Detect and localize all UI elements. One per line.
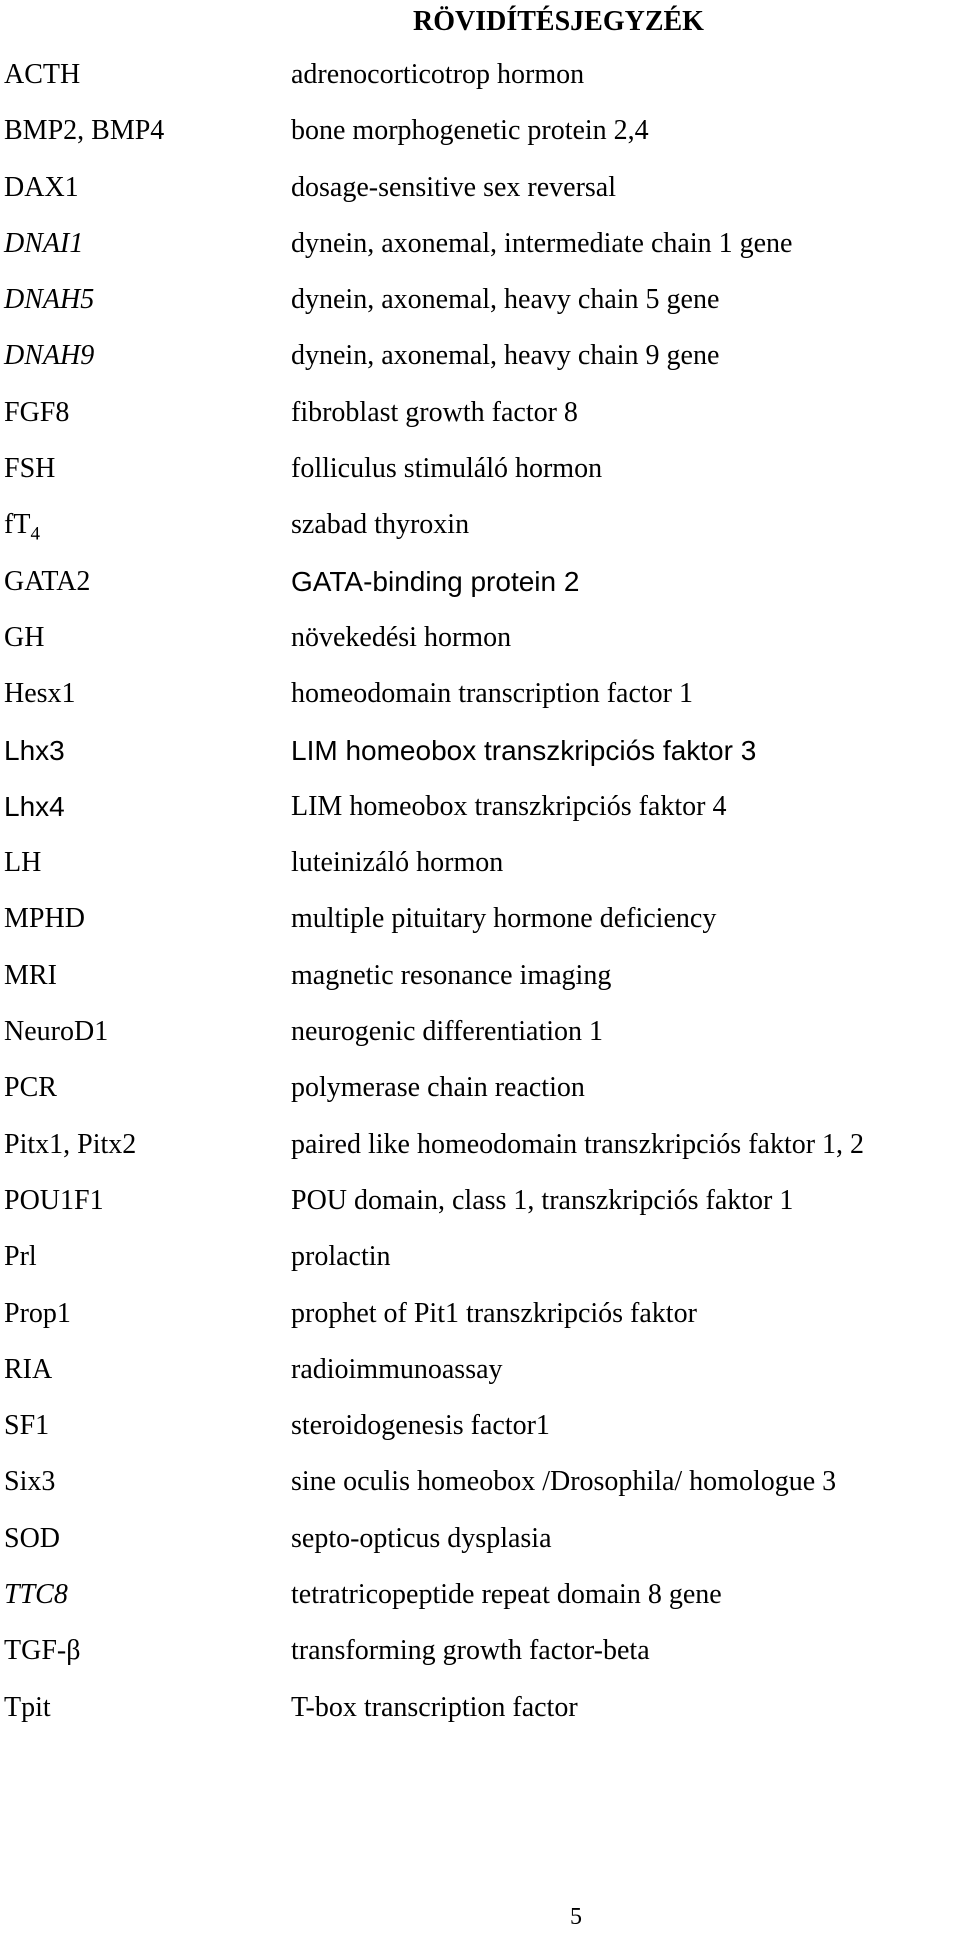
abbreviation-list [4,57,954,1746]
abbreviation-row [4,958,954,1014]
abbreviation-term [4,1183,104,1219]
abbreviation-definition: magnetic resonance imaging [291,959,612,991]
abbreviation-term-text: Prl [4,1241,37,1273]
abbreviation-term [4,226,83,262]
abbreviation-term-text: POU1F1 [4,1184,104,1216]
abbreviation-row [4,676,954,732]
abbreviation-term [4,1296,71,1332]
abbreviation-term-text: TTC8 [4,1579,68,1611]
abbreviation-definition: septo-opticus dysplasia [291,1522,552,1554]
abbreviation-term [4,789,65,825]
abbreviation-row [4,113,954,169]
abbreviation-definition: tetratricopeptide repeat domain 8 gene [291,1579,722,1611]
abbreviation-definition: növekedési hormon [291,621,512,653]
abbreviation-definition: dynein, axonemal, intermediate chain 1 gene [291,227,793,259]
abbreviation-row [4,282,954,338]
abbreviation-definition: homeodomain transcription factor 1 [291,678,693,710]
abbreviation-term [4,282,94,318]
abbreviation-term [4,507,40,553]
abbreviation-term-text: MRI [4,959,57,991]
abbreviation-term-text: MPHD [4,903,85,935]
abbreviation-term-text: fT [4,509,31,541]
abbreviation-row [4,733,954,789]
abbreviation-row [4,1014,954,1070]
abbreviation-row [4,901,954,957]
abbreviation-row [4,395,954,451]
abbreviation-definition: prophet of Pit1 transzkripciós faktor [291,1297,697,1329]
abbreviation-term [4,1464,55,1500]
abbreviation-definition: steroidogenesis factor1 [291,1410,550,1442]
abbreviation-term [4,57,80,93]
abbreviation-definition: dynein, axonemal, heavy chain 5 gene [291,284,720,316]
abbreviation-term-text: DNAI1 [4,227,84,259]
abbreviation-term [4,901,85,937]
abbreviation-term-text: RIA [4,1353,53,1385]
abbreviation-row [4,1352,954,1408]
abbreviation-term [4,170,79,206]
abbreviation-definition: adrenocorticotrop hormon [291,59,585,90]
abbreviation-row [4,1521,954,1577]
abbreviation-term-text: GATA2 [4,565,91,597]
abbreviation-term [4,395,69,431]
abbreviation-term-text: FSH [4,453,56,485]
abbreviation-definition: LIM homeobox transzkripciós faktor 4 [291,790,727,822]
abbreviation-definition: polymerase chain reaction [291,1072,585,1104]
abbreviation-term [4,845,41,881]
abbreviation-definition: prolactin [291,1241,391,1273]
abbreviation-definition: neurogenic differentiation 1 [291,1016,604,1048]
abbreviation-term-text: GH [4,621,45,653]
abbreviation-term [4,113,164,149]
abbreviation-row [4,1070,954,1126]
abbreviation-term [4,1690,51,1726]
abbreviation-definition: T-box transcription factor [291,1691,578,1723]
abbreviation-term-text: FGF8 [4,396,70,428]
abbreviation-definition: fibroblast growth factor 8 [291,396,578,428]
abbreviation-term-text: NeuroD1 [4,1016,109,1048]
abbreviation-row [4,507,954,563]
abbreviation-term [4,620,44,656]
page-title: RÖVIDÍTÉSJEGYZÉK [413,6,704,37]
abbreviation-term [4,564,90,600]
abbreviation-definition: dosage-sensitive sex reversal [291,171,616,203]
abbreviation-term [4,1352,52,1388]
abbreviation-term-text: DNAH9 [4,340,95,372]
abbreviation-term-text: SF1 [4,1410,50,1442]
abbreviation-row [4,1464,954,1520]
abbreviation-row [4,564,954,620]
abbreviation-term-text: DNAH5 [4,284,95,316]
abbreviation-term [4,733,65,769]
abbreviation-definition: GATA-binding protein 2 [291,565,580,597]
abbreviation-row [4,1690,954,1746]
abbreviation-definition: szabad thyroxin [291,509,470,541]
abbreviation-term [4,676,76,712]
abbreviation-row [4,170,954,226]
abbreviation-term-text: DAX1 [4,171,79,203]
abbreviation-term-text: SOD [4,1522,61,1554]
abbreviation-definition: sine oculis homeobox /Drosophila/ homologue 3 [291,1466,837,1498]
abbreviation-definition: paired like homeodomain transzkripciós faktor 1, 2 [291,1128,865,1160]
page-number: 5 [570,1904,582,1930]
abbreviation-term-subscript: 4 [30,523,40,545]
abbreviation-definition: LIM homeobox transzkripciós faktor 3 [291,734,757,766]
abbreviation-term [4,1127,136,1163]
abbreviation-term [4,1070,57,1106]
abbreviation-term [4,1014,108,1050]
abbreviation-definition: POU domain, class 1, transzkripciós faktor 1 [291,1184,794,1216]
abbreviation-term [4,958,57,994]
abbreviation-row [4,226,954,282]
abbreviation-definition: radioimmunoassay [291,1353,503,1385]
abbreviation-row [4,451,954,507]
abbreviation-term-text: Tpit [4,1691,51,1723]
abbreviation-term [4,1633,80,1669]
abbreviation-term [4,1239,37,1275]
abbreviation-row [4,845,954,901]
abbreviation-term-text: TGF-β [4,1635,81,1667]
abbreviation-row [4,1296,954,1352]
abbreviation-term-text: Lhx4 [4,790,65,822]
abbreviation-definition: folliculus stimuláló hormon [291,453,603,485]
abbreviation-row [4,338,954,394]
abbreviation-definition: transforming growth factor-beta [291,1635,650,1667]
abbreviation-row [4,1239,954,1295]
abbreviation-row [4,1633,954,1689]
abbreviation-term [4,1408,49,1444]
abbreviation-term [4,1521,60,1557]
abbreviation-term-text: Six3 [4,1466,56,1498]
abbreviation-definition: luteinizáló hormon [291,847,504,879]
abbreviation-term-text: BMP2, BMP4 [4,115,165,147]
abbreviation-row [4,57,954,113]
abbreviation-definition: dynein, axonemal, heavy chain 9 gene [291,340,720,372]
abbreviation-term-text: ACTH [4,59,81,90]
abbreviation-definition: multiple pituitary hormone deficiency [291,903,717,935]
abbreviation-term-text: Prop1 [4,1297,71,1329]
abbreviation-row [4,1408,954,1464]
abbreviation-row [4,620,954,676]
abbreviation-row [4,1127,954,1183]
abbreviation-term [4,338,94,374]
abbreviation-term-text: Lhx3 [4,734,65,766]
abbreviation-term [4,1577,68,1613]
abbreviation-term-text: Pitx1, Pitx2 [4,1128,137,1160]
abbreviation-definition: bone morphogenetic protein 2,4 [291,115,649,147]
abbreviation-term-text: LH [4,847,42,879]
abbreviation-row [4,1183,954,1239]
abbreviation-row [4,789,954,845]
abbreviation-term [4,451,55,487]
abbreviation-term-text: Hesx1 [4,678,76,710]
abbreviation-row [4,1577,954,1633]
abbreviation-term-text: PCR [4,1072,57,1104]
